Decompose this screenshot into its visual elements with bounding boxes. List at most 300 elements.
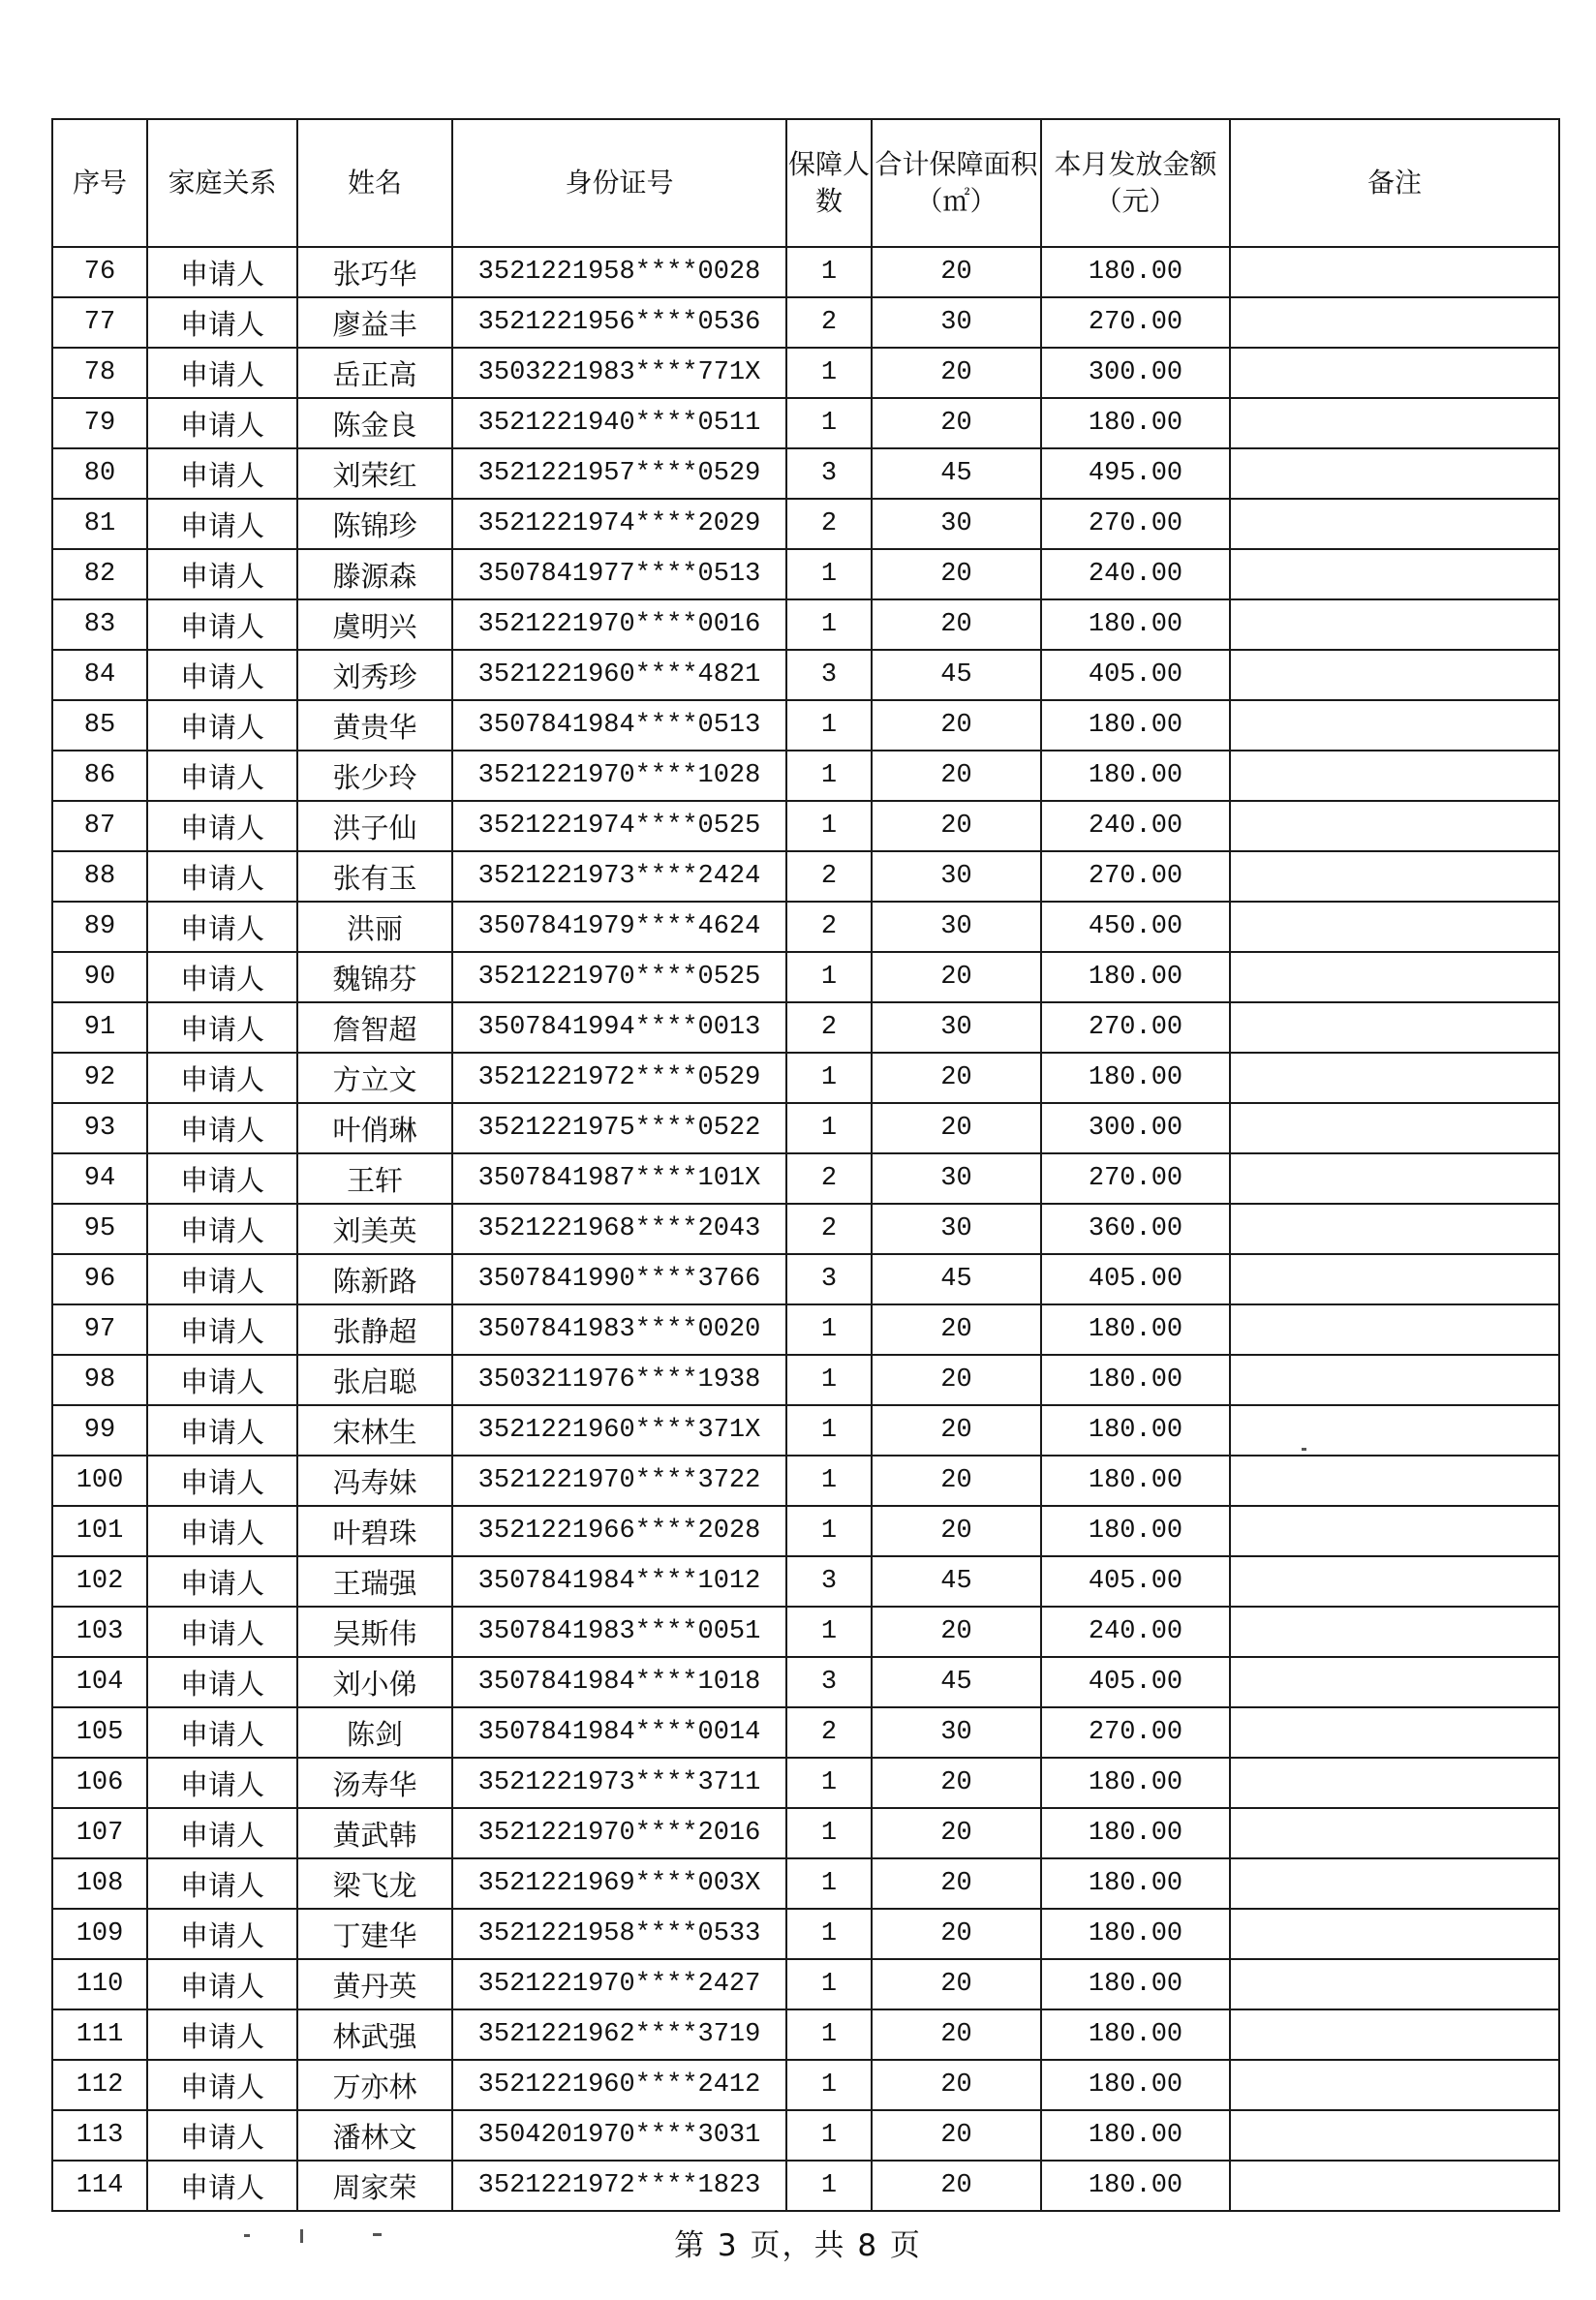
- cell-remark: [1230, 297, 1559, 348]
- cell-amount: 180.00: [1041, 2110, 1230, 2161]
- cell-amount: 270.00: [1041, 1153, 1230, 1204]
- cell-persons: 2: [786, 1153, 872, 1204]
- cell-amount: 180.00: [1041, 1758, 1230, 1808]
- cell-id-number: 3521221940****0511: [452, 398, 786, 448]
- cell-persons: 1: [786, 1053, 872, 1103]
- cell-persons: 1: [786, 1506, 872, 1556]
- cell-id-number: 3521221970****3722: [452, 1456, 786, 1506]
- cell-name: 陈新路: [297, 1254, 452, 1304]
- cell-id-number: 3507841990****3766: [452, 1254, 786, 1304]
- cell-amount: 270.00: [1041, 1707, 1230, 1758]
- cell-remark: [1230, 2009, 1559, 2060]
- cell-area: 30: [872, 1002, 1041, 1053]
- cell-remark: [1230, 1607, 1559, 1657]
- cell-relation: 申请人: [147, 1053, 297, 1103]
- table-row: [52, 952, 1559, 1002]
- cell-name: 万亦林: [297, 2060, 452, 2110]
- scan-speck: [373, 2233, 382, 2236]
- cell-index: 76: [52, 247, 147, 297]
- cell-persons: 1: [786, 1607, 872, 1657]
- cell-amount: 405.00: [1041, 1556, 1230, 1607]
- cell-name: 宋林生: [297, 1405, 452, 1456]
- cell-index: 93: [52, 1103, 147, 1153]
- cell-persons: 2: [786, 1204, 872, 1254]
- cell-name: 詹智超: [297, 1002, 452, 1053]
- cell-amount: 180.00: [1041, 751, 1230, 801]
- cell-remark: [1230, 348, 1559, 398]
- cell-id-number: 3521221972****1823: [452, 2161, 786, 2211]
- cell-index: 95: [52, 1204, 147, 1254]
- cell-index: 91: [52, 1002, 147, 1053]
- cell-remark: [1230, 2110, 1559, 2161]
- cell-index: 102: [52, 1556, 147, 1607]
- header-amount: 本月发放金额（元）: [1041, 119, 1230, 247]
- table-row: [52, 549, 1559, 599]
- cell-persons: 1: [786, 2060, 872, 2110]
- cell-index: 94: [52, 1153, 147, 1204]
- cell-persons: 3: [786, 448, 872, 499]
- cell-amount: 180.00: [1041, 1959, 1230, 2009]
- cell-id-number: 3503221983****771X: [452, 348, 786, 398]
- cell-area: 30: [872, 902, 1041, 952]
- cell-remark: [1230, 599, 1559, 650]
- cell-remark: [1230, 1053, 1559, 1103]
- cell-relation: 申请人: [147, 1758, 297, 1808]
- cell-persons: 1: [786, 1808, 872, 1858]
- cell-persons: 1: [786, 2009, 872, 2060]
- cell-persons: 1: [786, 2161, 872, 2211]
- cell-remark: [1230, 1456, 1559, 1506]
- cell-index: 114: [52, 2161, 147, 2211]
- cell-persons: 1: [786, 1858, 872, 1909]
- cell-relation: 申请人: [147, 851, 297, 902]
- cell-name: 刘小俤: [297, 1657, 452, 1707]
- cell-area: 20: [872, 1959, 1041, 2009]
- cell-remark: [1230, 1858, 1559, 1909]
- page-footer: 第 3 页，共 8 页: [674, 2228, 922, 2263]
- cell-amount: 495.00: [1041, 448, 1230, 499]
- cell-id-number: 3521221958****0028: [452, 247, 786, 297]
- cell-persons: 1: [786, 1355, 872, 1405]
- cell-remark: [1230, 751, 1559, 801]
- cell-remark: [1230, 1254, 1559, 1304]
- cell-amount: 180.00: [1041, 398, 1230, 448]
- cell-index: 111: [52, 2009, 147, 2060]
- cell-remark: [1230, 398, 1559, 448]
- cell-relation: 申请人: [147, 247, 297, 297]
- cell-area: 30: [872, 851, 1041, 902]
- table-row: [52, 2009, 1559, 2060]
- cell-relation: 申请人: [147, 1204, 297, 1254]
- cell-area: 20: [872, 348, 1041, 398]
- cell-amount: 180.00: [1041, 247, 1230, 297]
- table-row: [52, 1456, 1559, 1506]
- cell-area: 20: [872, 1858, 1041, 1909]
- cell-name: 周家荣: [297, 2161, 452, 2211]
- cell-persons: 2: [786, 902, 872, 952]
- cell-amount: 180.00: [1041, 1304, 1230, 1355]
- cell-id-number: 3521221962****3719: [452, 2009, 786, 2060]
- cell-index: 96: [52, 1254, 147, 1304]
- header-remark: 备注: [1230, 119, 1559, 247]
- cell-name: 张有玉: [297, 851, 452, 902]
- cell-persons: 1: [786, 348, 872, 398]
- header-row: [52, 119, 1559, 247]
- cell-id-number: 3521221975****0522: [452, 1103, 786, 1153]
- cell-area: 20: [872, 549, 1041, 599]
- cell-name: 冯寿妹: [297, 1456, 452, 1506]
- cell-amount: 270.00: [1041, 851, 1230, 902]
- cell-amount: 180.00: [1041, 1405, 1230, 1456]
- cell-relation: 申请人: [147, 1909, 297, 1959]
- table-row: [52, 2161, 1559, 2211]
- cell-persons: 1: [786, 1959, 872, 2009]
- cell-remark: [1230, 1758, 1559, 1808]
- header-relation: 家庭关系: [147, 119, 297, 247]
- cell-index: 112: [52, 2060, 147, 2110]
- cell-persons: 1: [786, 1103, 872, 1153]
- cell-amount: 270.00: [1041, 1002, 1230, 1053]
- cell-name: 张启聪: [297, 1355, 452, 1405]
- cell-area: 20: [872, 2009, 1041, 2060]
- cell-remark: [1230, 1959, 1559, 2009]
- cell-area: 20: [872, 801, 1041, 851]
- cell-name: 陈剑: [297, 1707, 452, 1758]
- cell-area: 45: [872, 448, 1041, 499]
- scan-speck: [1302, 1448, 1306, 1451]
- table-row: [52, 1153, 1559, 1204]
- cell-index: 110: [52, 1959, 147, 2009]
- cell-name: 黄贵华: [297, 700, 452, 751]
- cell-relation: 申请人: [147, 1858, 297, 1909]
- cell-id-number: 3507841987****101X: [452, 1153, 786, 1204]
- cell-amount: 405.00: [1041, 1254, 1230, 1304]
- cell-name: 滕源森: [297, 549, 452, 599]
- cell-relation: 申请人: [147, 2161, 297, 2211]
- header-index: 序号: [52, 119, 147, 247]
- cell-remark: [1230, 2060, 1559, 2110]
- cell-id-number: 3507841977****0513: [452, 549, 786, 599]
- header-id-number: 身份证号: [452, 119, 786, 247]
- cell-relation: 申请人: [147, 751, 297, 801]
- table-row: [52, 1657, 1559, 1707]
- cell-persons: 2: [786, 499, 872, 549]
- cell-area: 30: [872, 499, 1041, 549]
- table-row: [52, 700, 1559, 751]
- cell-name: 张静超: [297, 1304, 452, 1355]
- cell-name: 洪子仙: [297, 801, 452, 851]
- cell-name: 叶碧珠: [297, 1506, 452, 1556]
- cell-id-number: 3504201970****3031: [452, 2110, 786, 2161]
- cell-remark: [1230, 902, 1559, 952]
- cell-relation: 申请人: [147, 1707, 297, 1758]
- cell-index: 87: [52, 801, 147, 851]
- allowance-table: [51, 118, 1560, 2212]
- cell-id-number: 3507841984****0513: [452, 700, 786, 751]
- cell-id-number: 3521221970****1028: [452, 751, 786, 801]
- cell-index: 81: [52, 499, 147, 549]
- cell-persons: 1: [786, 247, 872, 297]
- cell-amount: 180.00: [1041, 2060, 1230, 2110]
- cell-name: 吴斯伟: [297, 1607, 452, 1657]
- cell-id-number: 3507841984****1012: [452, 1556, 786, 1607]
- cell-area: 20: [872, 1355, 1041, 1405]
- cell-index: 90: [52, 952, 147, 1002]
- table-row: [52, 398, 1559, 448]
- cell-persons: 1: [786, 751, 872, 801]
- cell-persons: 1: [786, 1405, 872, 1456]
- cell-amount: 270.00: [1041, 297, 1230, 348]
- cell-name: 汤寿华: [297, 1758, 452, 1808]
- cell-name: 刘秀珍: [297, 650, 452, 700]
- cell-persons: 1: [786, 2110, 872, 2161]
- cell-area: 20: [872, 2161, 1041, 2211]
- cell-name: 丁建华: [297, 1909, 452, 1959]
- cell-id-number: 3507841983****0020: [452, 1304, 786, 1355]
- table-row: [52, 1758, 1559, 1808]
- cell-id-number: 3521221968****2043: [452, 1204, 786, 1254]
- cell-index: 101: [52, 1506, 147, 1556]
- cell-relation: 申请人: [147, 398, 297, 448]
- cell-area: 20: [872, 2060, 1041, 2110]
- cell-id-number: 3521221970****0016: [452, 599, 786, 650]
- cell-persons: 2: [786, 297, 872, 348]
- cell-relation: 申请人: [147, 1808, 297, 1858]
- cell-id-number: 3507841984****1018: [452, 1657, 786, 1707]
- cell-index: 104: [52, 1657, 147, 1707]
- cell-persons: 1: [786, 549, 872, 599]
- cell-id-number: 3521221960****371X: [452, 1405, 786, 1456]
- table-row: [52, 1053, 1559, 1103]
- header-persons: 保障人数: [786, 119, 872, 247]
- cell-amount: 405.00: [1041, 1657, 1230, 1707]
- cell-name: 林武强: [297, 2009, 452, 2060]
- cell-name: 王瑞强: [297, 1556, 452, 1607]
- cell-index: 84: [52, 650, 147, 700]
- cell-id-number: 3521221969****003X: [452, 1858, 786, 1909]
- cell-index: 85: [52, 700, 147, 751]
- cell-index: 79: [52, 398, 147, 448]
- cell-persons: 3: [786, 1657, 872, 1707]
- cell-name: 陈锦珍: [297, 499, 452, 549]
- cell-id-number: 3507841984****0014: [452, 1707, 786, 1758]
- table-row: [52, 1103, 1559, 1153]
- cell-id-number: 3507841979****4624: [452, 902, 786, 952]
- cell-name: 黄丹英: [297, 1959, 452, 2009]
- cell-relation: 申请人: [147, 1607, 297, 1657]
- table-row: [52, 2110, 1559, 2161]
- table-row: [52, 297, 1559, 348]
- cell-name: 张巧华: [297, 247, 452, 297]
- cell-persons: 1: [786, 398, 872, 448]
- cell-remark: [1230, 700, 1559, 751]
- cell-area: 45: [872, 650, 1041, 700]
- cell-relation: 申请人: [147, 1556, 297, 1607]
- cell-amount: 300.00: [1041, 348, 1230, 398]
- cell-persons: 1: [786, 801, 872, 851]
- cell-area: 30: [872, 1707, 1041, 1758]
- cell-id-number: 3521221970****2427: [452, 1959, 786, 2009]
- cell-area: 20: [872, 1304, 1041, 1355]
- cell-area: 20: [872, 1758, 1041, 1808]
- cell-relation: 申请人: [147, 1355, 297, 1405]
- cell-remark: [1230, 1355, 1559, 1405]
- cell-index: 100: [52, 1456, 147, 1506]
- cell-amount: 180.00: [1041, 2161, 1230, 2211]
- cell-name: 梁飞龙: [297, 1858, 452, 1909]
- cell-area: 20: [872, 1103, 1041, 1153]
- cell-area: 20: [872, 1456, 1041, 1506]
- cell-persons: 2: [786, 851, 872, 902]
- cell-area: 20: [872, 247, 1041, 297]
- table-row: [52, 1405, 1559, 1456]
- cell-relation: 申请人: [147, 1254, 297, 1304]
- cell-relation: 申请人: [147, 952, 297, 1002]
- cell-name: 魏锦芬: [297, 952, 452, 1002]
- cell-id-number: 3521221972****0529: [452, 1053, 786, 1103]
- table-row: [52, 448, 1559, 499]
- cell-remark: [1230, 1909, 1559, 1959]
- cell-remark: [1230, 549, 1559, 599]
- table-row: [52, 348, 1559, 398]
- cell-area: 30: [872, 1153, 1041, 1204]
- table-row: [52, 1909, 1559, 1959]
- cell-amount: 270.00: [1041, 499, 1230, 549]
- cell-persons: 1: [786, 1304, 872, 1355]
- cell-name: 张少玲: [297, 751, 452, 801]
- cell-id-number: 3521221974****2029: [452, 499, 786, 549]
- cell-relation: 申请人: [147, 1657, 297, 1707]
- table-row: [52, 1304, 1559, 1355]
- cell-relation: 申请人: [147, 2060, 297, 2110]
- scan-speck: [244, 2234, 250, 2237]
- cell-area: 20: [872, 1405, 1041, 1456]
- table-row: [52, 650, 1559, 700]
- cell-remark: [1230, 801, 1559, 851]
- cell-amount: 180.00: [1041, 599, 1230, 650]
- cell-index: 99: [52, 1405, 147, 1456]
- table-row: [52, 801, 1559, 851]
- cell-amount: 180.00: [1041, 1053, 1230, 1103]
- cell-area: 20: [872, 1808, 1041, 1858]
- cell-persons: 3: [786, 1254, 872, 1304]
- cell-index: 89: [52, 902, 147, 952]
- table-row: [52, 1556, 1559, 1607]
- table-row: [52, 1607, 1559, 1657]
- cell-name: 刘荣红: [297, 448, 452, 499]
- cell-amount: 180.00: [1041, 1909, 1230, 1959]
- cell-index: 103: [52, 1607, 147, 1657]
- cell-amount: 180.00: [1041, 700, 1230, 751]
- table-row: [52, 247, 1559, 297]
- cell-index: 97: [52, 1304, 147, 1355]
- cell-persons: 1: [786, 1758, 872, 1808]
- cell-index: 98: [52, 1355, 147, 1405]
- cell-relation: 申请人: [147, 499, 297, 549]
- cell-persons: 1: [786, 700, 872, 751]
- cell-amount: 450.00: [1041, 902, 1230, 952]
- table-row: [52, 2060, 1559, 2110]
- cell-remark: [1230, 1657, 1559, 1707]
- cell-area: 20: [872, 599, 1041, 650]
- cell-id-number: 3521221960****2412: [452, 2060, 786, 2110]
- table-row: [52, 1506, 1559, 1556]
- table-row: [52, 1707, 1559, 1758]
- cell-remark: [1230, 2161, 1559, 2211]
- cell-id-number: 3521221966****2028: [452, 1506, 786, 1556]
- cell-remark: [1230, 1707, 1559, 1758]
- table-row: [52, 1959, 1559, 2009]
- cell-index: 83: [52, 599, 147, 650]
- cell-relation: 申请人: [147, 1506, 297, 1556]
- cell-id-number: 3521221973****2424: [452, 851, 786, 902]
- cell-index: 108: [52, 1858, 147, 1909]
- cell-relation: 申请人: [147, 700, 297, 751]
- cell-relation: 申请人: [147, 1959, 297, 2009]
- cell-amount: 240.00: [1041, 1607, 1230, 1657]
- cell-amount: 180.00: [1041, 2009, 1230, 2060]
- cell-area: 20: [872, 952, 1041, 1002]
- cell-remark: [1230, 952, 1559, 1002]
- cell-area: 30: [872, 297, 1041, 348]
- cell-persons: 1: [786, 952, 872, 1002]
- table-row: [52, 1254, 1559, 1304]
- cell-remark: [1230, 1405, 1559, 1456]
- cell-relation: 申请人: [147, 1002, 297, 1053]
- cell-remark: [1230, 499, 1559, 549]
- cell-name: 黄武韩: [297, 1808, 452, 1858]
- cell-index: 86: [52, 751, 147, 801]
- cell-area: 45: [872, 1657, 1041, 1707]
- cell-remark: [1230, 448, 1559, 499]
- table-row: [52, 1808, 1559, 1858]
- cell-persons: 3: [786, 1556, 872, 1607]
- cell-amount: 360.00: [1041, 1204, 1230, 1254]
- cell-remark: [1230, 851, 1559, 902]
- cell-name: 洪丽: [297, 902, 452, 952]
- cell-relation: 申请人: [147, 1103, 297, 1153]
- cell-index: 109: [52, 1909, 147, 1959]
- cell-remark: [1230, 1002, 1559, 1053]
- cell-amount: 240.00: [1041, 549, 1230, 599]
- cell-persons: 2: [786, 1002, 872, 1053]
- cell-amount: 180.00: [1041, 952, 1230, 1002]
- table-row: [52, 1204, 1559, 1254]
- cell-index: 105: [52, 1707, 147, 1758]
- table-row: [52, 851, 1559, 902]
- cell-area: 20: [872, 1607, 1041, 1657]
- cell-relation: 申请人: [147, 1304, 297, 1355]
- cell-amount: 180.00: [1041, 1456, 1230, 1506]
- cell-name: 刘美英: [297, 1204, 452, 1254]
- table-row: [52, 499, 1559, 549]
- cell-id-number: 3521221973****3711: [452, 1758, 786, 1808]
- cell-relation: 申请人: [147, 448, 297, 499]
- cell-area: 20: [872, 2110, 1041, 2161]
- cell-remark: [1230, 1556, 1559, 1607]
- cell-index: 107: [52, 1808, 147, 1858]
- cell-index: 77: [52, 297, 147, 348]
- scan-speck: [300, 2229, 303, 2243]
- cell-relation: 申请人: [147, 2110, 297, 2161]
- cell-remark: [1230, 1153, 1559, 1204]
- cell-name: 陈金良: [297, 398, 452, 448]
- cell-index: 113: [52, 2110, 147, 2161]
- table-row: [52, 1355, 1559, 1405]
- cell-relation: 申请人: [147, 297, 297, 348]
- table-row: [52, 1002, 1559, 1053]
- cell-name: 方立文: [297, 1053, 452, 1103]
